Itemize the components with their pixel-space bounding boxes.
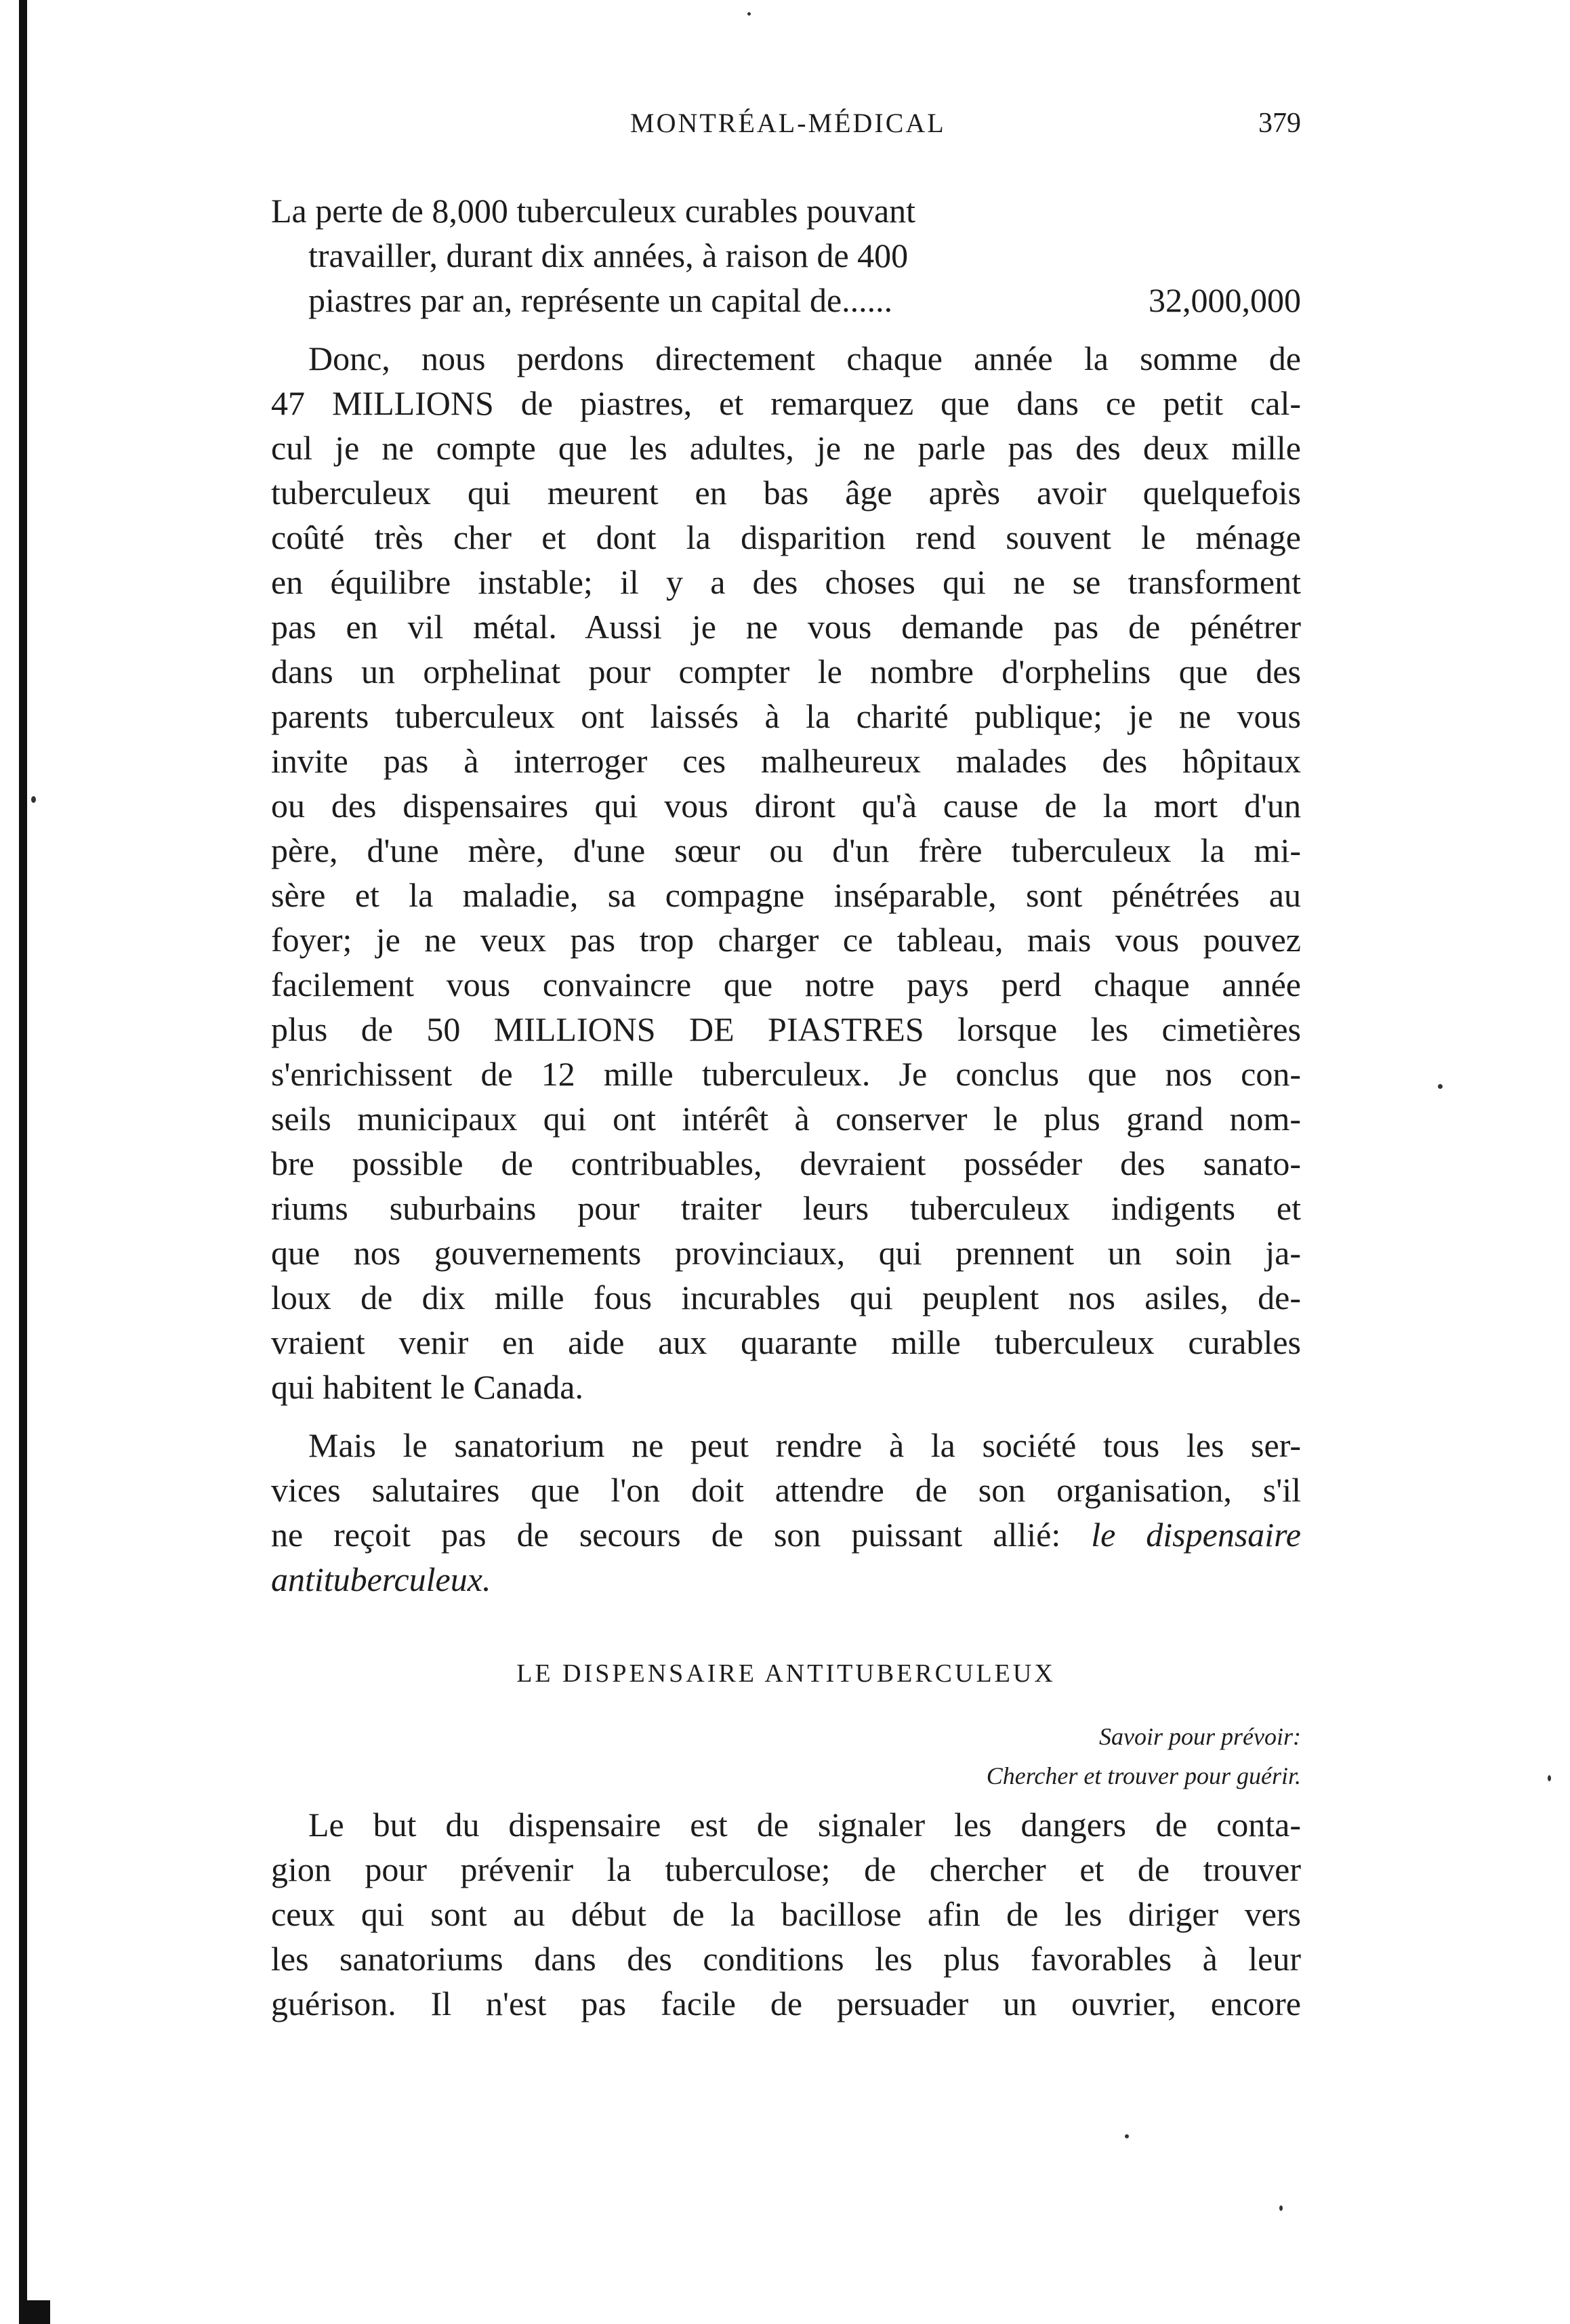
text-line: guérison. Il n'est pas facile de persuader un ouvrier, encore [271,1985,1301,2022]
text-line: tuberculeux qui meurent en bas âge après avoir quelquefois [271,474,1301,512]
running-head: MONTRÉAL-MÉDICAL [630,108,946,138]
text-line: Mais le sanatorium ne peut rendre à la société tous les ser- [308,1426,1301,1464]
epigraph-line: Savoir pour prévoir: [1099,1723,1301,1750]
scan-speck [31,796,36,803]
scan-speck [747,12,751,16]
text-line: foyer; je ne veux pas trop charger ce tableau, mais vous pouvez [271,921,1301,959]
page-number: 379 [1258,108,1301,139]
text-line: gion pour prévenir la tuberculose; de chercher et de trouver [271,1850,1301,1888]
scan-speck [1548,1775,1551,1781]
italic-span: le dispensaire [1091,1516,1301,1554]
calc-amount: 32,000,000 [1149,281,1301,319]
text-line: vraient venir en aide aux quarante mille tuberculeux curables [271,1323,1301,1361]
text-line: riums suburbains pour traiter leurs tuberculeux indigents et [271,1189,1301,1227]
text-line: ou des dispensaires qui vous diront qu'à cause de la mort d'un [271,787,1301,825]
text-line: Le but du dispensaire est de signaler les dangers de conta- [308,1806,1301,1844]
calc-total-line [308,278,1301,323]
text-line-mixed [271,1512,1301,1557]
text-line: facilement vous convaincre que notre pays perd chaque année [271,966,1301,1003]
binding-edge [19,0,27,2324]
text-line: cul je ne compte que les adultes, je ne parle pas des deux mille [271,429,1301,467]
text-line: pas en vil métal. Aussi je ne vous demande pas de pénétrer [271,608,1301,646]
text-line: qui habitent le Canada. [271,1368,583,1406]
section-heading: LE DISPENSAIRE ANTITUBERCULEUX [516,1659,1056,1688]
text-line: en équilibre instable; il y a des choses qui ne se transforment [271,563,1301,601]
text-line: coûté très cher et dont la disparition rend souvent le ménage [271,518,1301,556]
scan-speck [1279,2205,1283,2211]
calc-line: travailler, durant dix années, à raison de 400 [308,236,909,274]
page-header [271,107,1301,148]
text-line: ceux qui sont au début de la bacillose afin de les diriger vers [271,1895,1301,1933]
text-line: les sanatoriums dans des conditions les plus favorables à leur [271,1940,1301,1978]
text-span: ne reçoit pas de secours de son puissant allié: [271,1516,1092,1554]
binding-edge-foot [19,2300,50,2324]
text-line: dans un orphelinat pour compter le nombre d'orphelins que des [271,652,1301,690]
text-line-italic: antituberculeux. [271,1560,491,1598]
text-line: loux de dix mille fous incurables qui peuplent nos asiles, de- [271,1279,1301,1316]
text-line: père, d'une mère, d'une sœur ou d'un frère tuberculeux la mi- [271,831,1301,869]
text-line: plus de 50 MILLIONS DE PIASTRES lorsque les cimetières [271,1010,1301,1048]
scan-speck [1438,1084,1443,1089]
text-line: sère et la maladie, sa compagne inséparable, sont pénétrées au [271,876,1301,914]
text-line: parents tuberculeux ont laissés à la charité publique; je ne vous [271,697,1301,735]
scan-speck [1125,2134,1129,2138]
text-line: vices salutaires que l'on doit attendre de son organisation, s'il [271,1471,1301,1509]
calc-line: piastres par an, représente un capital de...... [308,281,893,319]
text-line: 47 MILLIONS de piastres, et remarquez que dans ce petit cal- [271,384,1301,422]
text-line: bre possible de contribuables, devraient posséder des sanato- [271,1144,1301,1182]
epigraph-line: Chercher et trouver pour guérir. [986,1762,1301,1789]
text-line: que nos gouvernements provinciaux, qui prennent un soin ja- [271,1234,1301,1272]
text-line: invite pas à interroger ces malheureux malades des hôpitaux [271,742,1301,780]
text-line: Donc, nous perdons directement chaque année la somme de [308,339,1301,377]
text-line: seils municipaux qui ont intérêt à conserver le plus grand nom- [271,1100,1301,1138]
text-line: s'enrichissent de 12 mille tuberculeux. Je conclus que nos con- [271,1055,1301,1093]
calc-line: La perte de 8,000 tuberculeux curables pouvant [271,192,916,230]
